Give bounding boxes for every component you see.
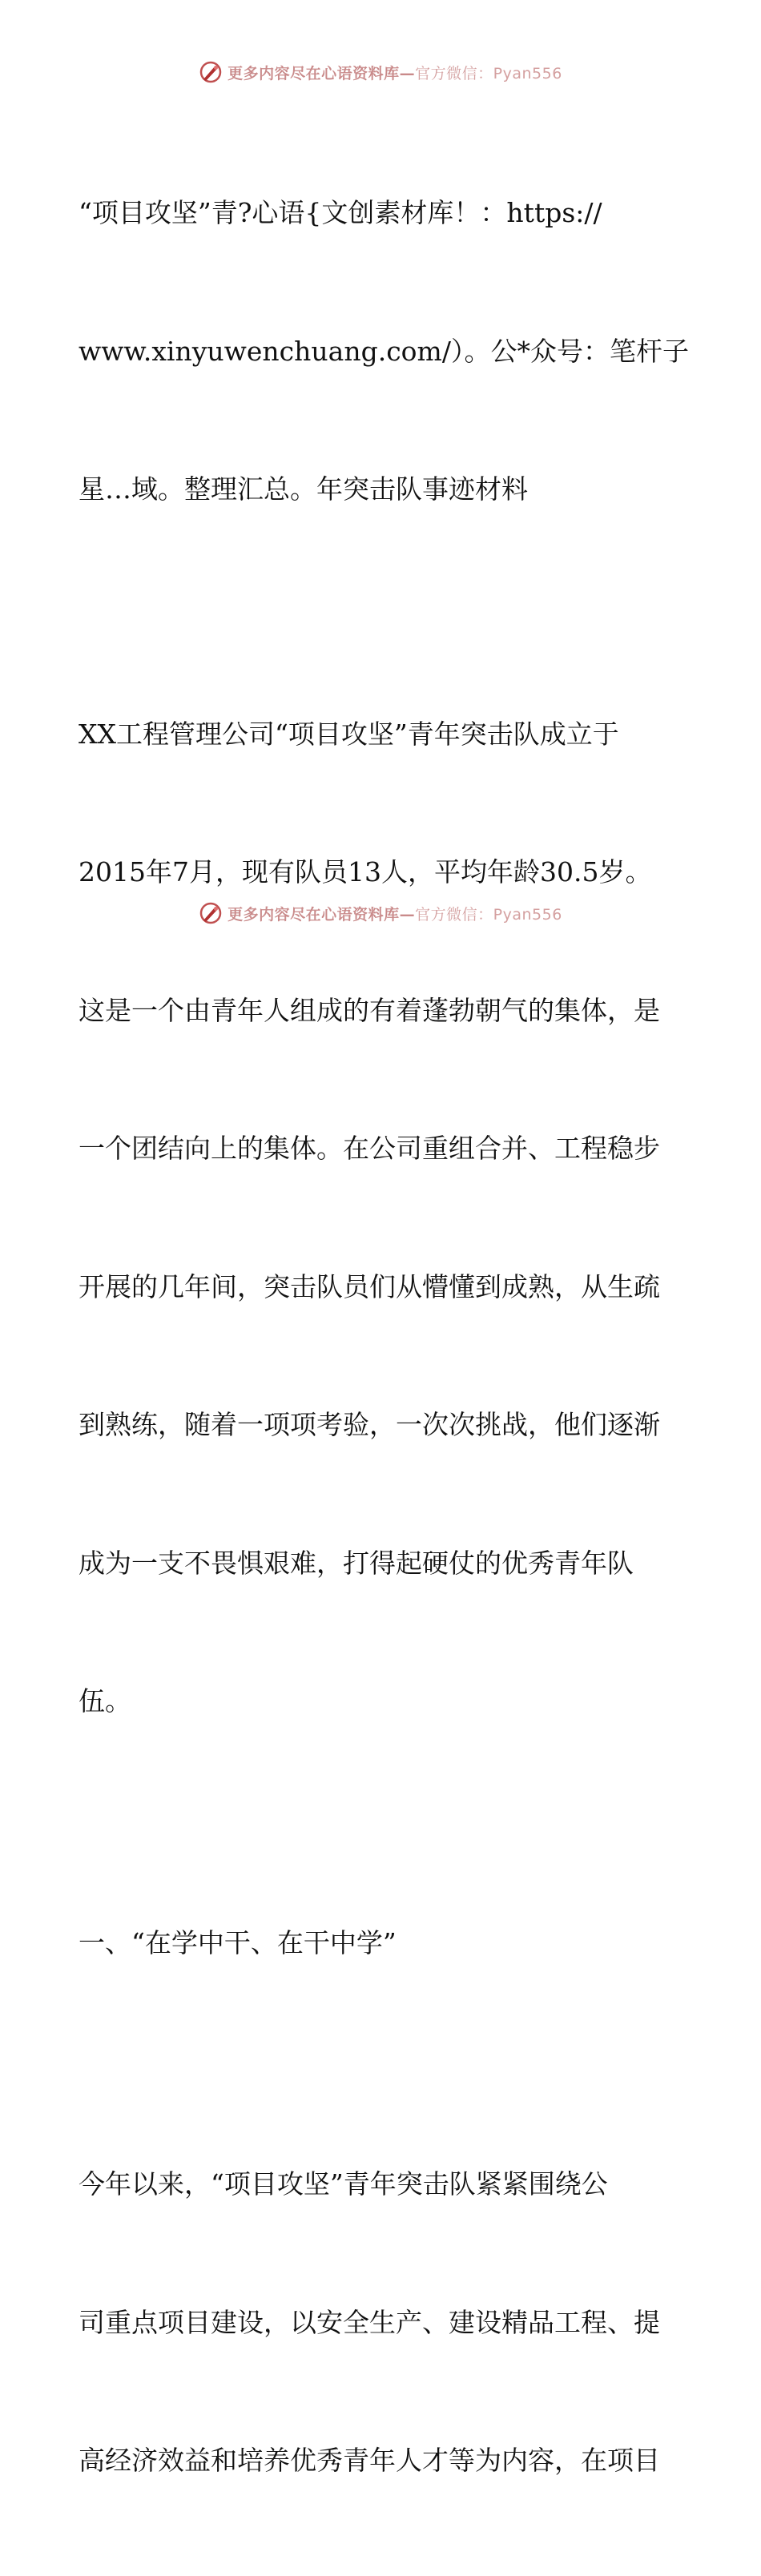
header-banner-text [227,62,562,83]
text-line: XX工程管理公司“项目攻坚”青年突击队成立于 [79,718,619,750]
text-line: 司重点项目建设，以安全生产、建设精品工程、提 [79,2306,660,2338]
paragraph-team-overview [79,619,687,1817]
footer-banner-text [227,903,562,924]
text-line: 一个团结向上的集体。在公司重组合并、工程稳步 [79,1133,660,1164]
text-line: 今年以来，“项目攻坚”青年突击队紧紧围绕公 [79,2168,608,2200]
text-line: 成为一支不畏惧艰难，打得起硬仗的优秀青年队 [79,1547,634,1579]
footer-banner-title: 更多内容尽在心语资料库 [227,905,400,924]
text-line: 到熟练，随着一项项考验，一次次挑战，他们逐渐 [79,1409,660,1440]
text-line: 开展的几年间，突击队员们从懵懂到成熟，从生疏 [79,1270,660,1302]
section-heading [79,1828,687,2059]
paragraph-intro [79,98,687,605]
document-body [79,98,687,2576]
text-line: 这是一个由青年人组成的有着蓬勃朝气的集体，是 [79,994,660,1026]
text-line: 星…域。整理汇总。年突击队事迹材料 [79,473,528,505]
footer-banner-inner [199,901,562,925]
text-line: 一、“在学中干、在干中学” [79,1926,397,1958]
header-banner-title: 更多内容尽在心语资料库 [227,64,400,83]
text-line: “项目攻坚”青?心语{文创素材库！：https:// [79,197,602,228]
pen-logo-icon [199,901,223,925]
footer-banner-separator: — [399,905,416,924]
text-line: 高经济效益和培养优秀青年人才等为内容，在项目 [79,2445,660,2476]
text-line: 伍。 [79,1685,131,1717]
pen-logo-icon [199,60,223,84]
text-line: www.xinyuwenchuang.com/）。公*众号：笔杆子 [79,335,689,367]
header-banner-inner [199,60,562,84]
header-banner [0,56,761,88]
header-banner-separator: — [399,64,416,83]
paragraph-this-year [79,2069,687,2576]
footer-banner-wechat: 官方微信：Pyan556 [415,905,562,924]
header-banner-wechat: 官方微信：Pyan556 [415,64,562,83]
text-line: 2015年7月，现有队员13人，平均年龄30.5岁。 [79,856,652,888]
footer-banner [0,897,761,929]
